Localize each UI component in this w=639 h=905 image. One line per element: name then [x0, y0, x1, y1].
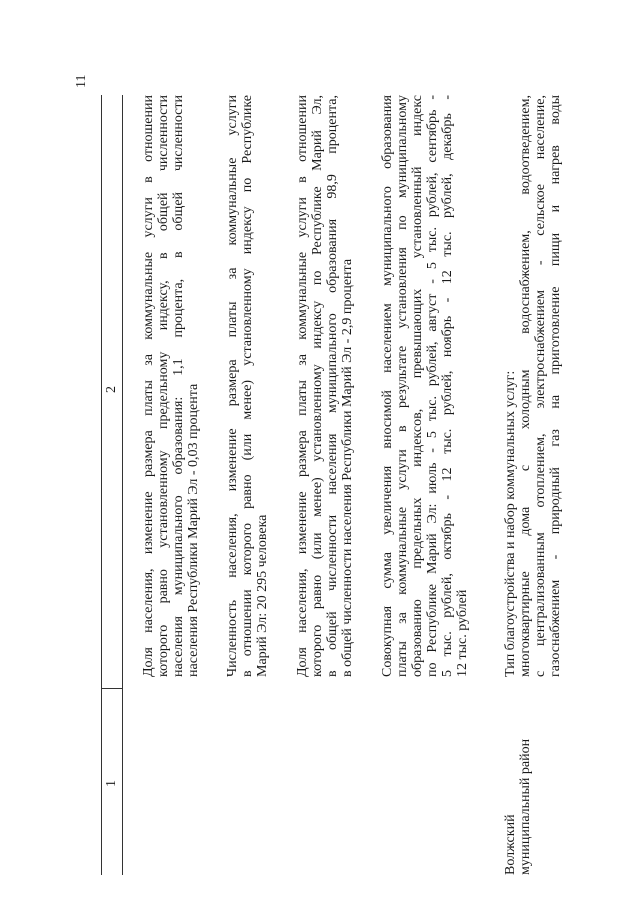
paragraph-line: 5 тыс. рублей, октябрь - 12 тыс. рублей, ноябрь - 12 тыс. рублей, декабрь -: [440, 95, 455, 677]
paragraph-line: населения Республики Марий Эл - 0,03 процента: [186, 383, 201, 677]
district-cell: [503, 697, 533, 875]
paragraph-line: с централизованным отоплением, электроснабжением - сельское население,: [533, 95, 548, 677]
page-number: 11: [74, 74, 89, 88]
paragraph-line: по Республике Марий Эл: июль - 5 тыс. рублей, август - 5 тыс. рублей, сентябрь -: [425, 95, 440, 677]
paragraph-line: 12 тыс. рублей: [455, 589, 470, 677]
paragraph-line: образованию предельных индексов, превышающих установленный индекс: [410, 95, 425, 677]
paragraph-line: в общей численности населения муниципального образования 98,9 процента,: [325, 95, 340, 677]
paragraph-line: в отношении которого равно (или менее) установленному индексу по Республике: [240, 95, 255, 677]
paragraph-line: которого равно (или менее) установленному индексу по Республике Марий Эл,: [310, 95, 325, 677]
paragraph-line: газоснабжением - природный газ на приготовление пищи и нагрев воды: [548, 95, 563, 677]
paragraph-line: Марий Эл: 20 295 человека: [255, 514, 270, 677]
paragraph-line: Доля населения, изменение размера платы за коммунальные услуги в отношении: [141, 95, 156, 677]
paragraph-line: Совокупная сумма увеличения вносимой населением муниципального образования: [380, 95, 395, 677]
table-top-border: [101, 95, 102, 875]
paragraph-share-equal-index: [141, 95, 201, 677]
table-column-divider: [101, 688, 122, 689]
paragraph-line: населения муниципального образования: 1,1 процента, в общей численности: [171, 95, 186, 677]
paragraph-line: Доля населения, изменение размера платы за коммунальные услуги в отношении: [295, 95, 310, 677]
table-header-border: [122, 95, 123, 875]
paragraph-utility-type: [503, 95, 563, 677]
paragraph-line: платы за коммунальные услуги в результате установления по муниципальному: [395, 95, 410, 677]
paragraph-line: в общей численности населения Республики Марий Эл - 2,9 процента: [340, 258, 355, 677]
paragraph-line: Численность населения, изменение размера платы за коммунальные услуги: [225, 95, 240, 677]
paragraph-share-below-index: [295, 95, 355, 677]
column-header-1: 1: [104, 780, 119, 787]
paragraph-line: которого равно установленному предельному индексу, в общей численности: [156, 95, 171, 677]
column-header-2: 2: [104, 386, 119, 393]
paragraph-payment-increase: [380, 95, 470, 677]
district-line: Волжский: [503, 814, 518, 875]
paragraph-line: Тип благоустройства и набор коммунальных услуг:: [503, 370, 518, 677]
paragraph-line: многоквартирные дома с холодным водоснабжением, водоотведением,: [518, 95, 533, 677]
paragraph-population-count: [225, 95, 270, 677]
district-line: муниципальный район: [518, 738, 533, 875]
